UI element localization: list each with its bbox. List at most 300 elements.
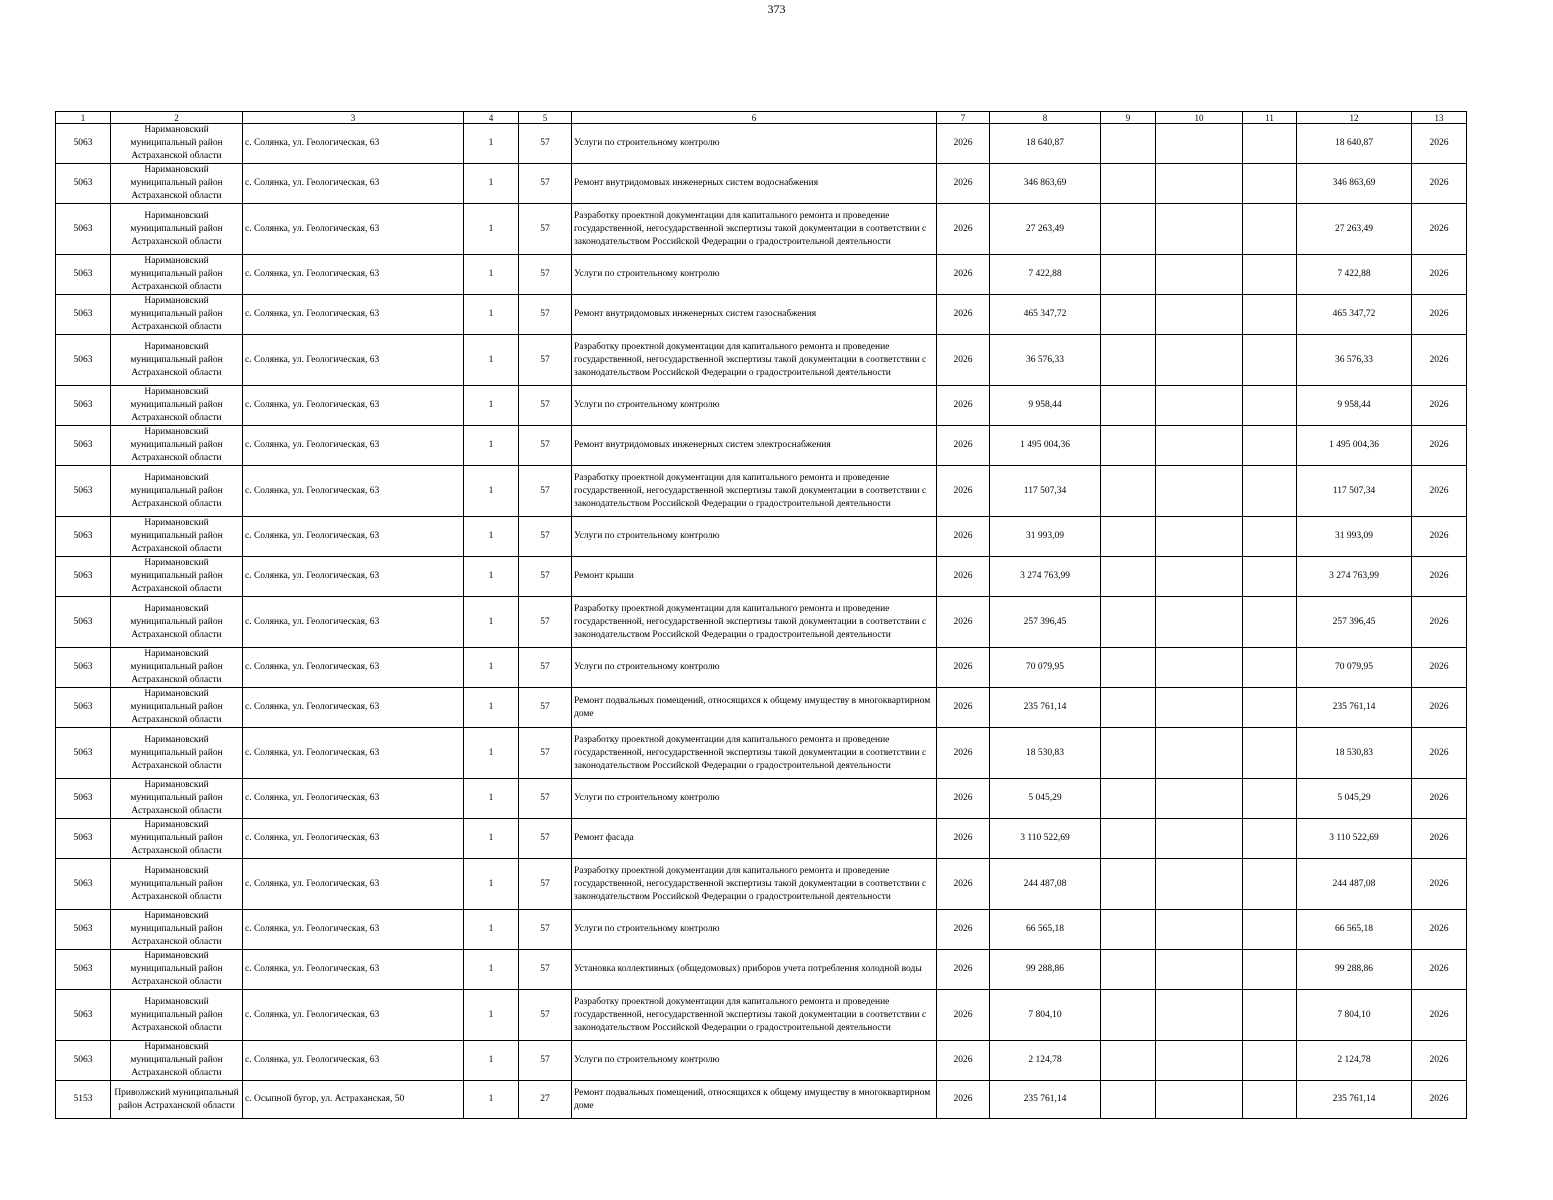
- year-cell: 2026: [937, 597, 990, 648]
- address-cell: с. Солянка, ул. Геологическая, 63: [243, 1041, 464, 1081]
- col9-cell: [1101, 124, 1156, 164]
- col5-cell: 57: [519, 335, 572, 386]
- total-cell: 1 495 004,36: [1297, 426, 1412, 466]
- col9-cell: [1101, 255, 1156, 295]
- work-type-cell: Установка коллективных (общедомовых) приборов учета потребления холодной воды: [572, 950, 937, 990]
- row-id: 5063: [56, 517, 111, 557]
- table-row: [56, 779, 1467, 819]
- row-id: 5063: [56, 648, 111, 688]
- year-cell: 2026: [937, 295, 990, 335]
- amount-cell: 3 110 522,69: [990, 819, 1101, 859]
- row-id: 5063: [56, 779, 111, 819]
- address-cell: с. Солянка, ул. Геологическая, 63: [243, 597, 464, 648]
- amount-cell: 465 347,72: [990, 295, 1101, 335]
- col11-cell: [1243, 859, 1297, 910]
- col5-cell: 57: [519, 557, 572, 597]
- col4-cell: 1: [464, 426, 519, 466]
- amount-cell: 27 263,49: [990, 204, 1101, 255]
- col5-cell: 57: [519, 1041, 572, 1081]
- row-id: 5063: [56, 819, 111, 859]
- row-id: 5063: [56, 990, 111, 1041]
- address-cell: с. Солянка, ул. Геологическая, 63: [243, 557, 464, 597]
- year-cell: 2026: [937, 557, 990, 597]
- end-year-cell: 2026: [1412, 859, 1467, 910]
- row-id: 5063: [56, 557, 111, 597]
- district-cell: Наримановский муниципальный район Астраханской области: [111, 124, 243, 164]
- column-header-5: 5: [519, 112, 572, 124]
- work-type-cell: Услуги по строительному контролю: [572, 255, 937, 295]
- col5-cell: 57: [519, 859, 572, 910]
- end-year-cell: 2026: [1412, 728, 1467, 779]
- amount-cell: 7 422,88: [990, 255, 1101, 295]
- col5-cell: 57: [519, 466, 572, 517]
- district-cell: Наримановский муниципальный район Астраханской области: [111, 466, 243, 517]
- table-row: [56, 386, 1467, 426]
- table-row: [56, 335, 1467, 386]
- col9-cell: [1101, 517, 1156, 557]
- total-cell: 3 274 763,99: [1297, 557, 1412, 597]
- col9-cell: [1101, 1081, 1156, 1119]
- address-cell: с. Солянка, ул. Геологическая, 63: [243, 255, 464, 295]
- col4-cell: 1: [464, 859, 519, 910]
- work-type-cell: Услуги по строительному контролю: [572, 779, 937, 819]
- col9-cell: [1101, 950, 1156, 990]
- total-cell: 70 079,95: [1297, 648, 1412, 688]
- address-cell: с. Осыпной бугор, ул. Астраханская, 50: [243, 1081, 464, 1119]
- amount-cell: 2 124,78: [990, 1041, 1101, 1081]
- col10-cell: [1156, 990, 1243, 1041]
- column-header-10: 10: [1156, 112, 1243, 124]
- year-cell: 2026: [937, 728, 990, 779]
- address-cell: с. Солянка, ул. Геологическая, 63: [243, 517, 464, 557]
- row-id: 5063: [56, 688, 111, 728]
- col10-cell: [1156, 1041, 1243, 1081]
- col10-cell: [1156, 779, 1243, 819]
- col10-cell: [1156, 648, 1243, 688]
- total-cell: 36 576,33: [1297, 335, 1412, 386]
- table-row: [56, 648, 1467, 688]
- work-type-cell: Ремонт крыши: [572, 557, 937, 597]
- year-cell: 2026: [937, 517, 990, 557]
- end-year-cell: 2026: [1412, 1081, 1467, 1119]
- amount-cell: 18 530,83: [990, 728, 1101, 779]
- table-row: [56, 950, 1467, 990]
- table-row: [56, 859, 1467, 910]
- col9-cell: [1101, 466, 1156, 517]
- col5-cell: 57: [519, 517, 572, 557]
- col10-cell: [1156, 910, 1243, 950]
- work-type-cell: Ремонт фасада: [572, 819, 937, 859]
- col9-cell: [1101, 859, 1156, 910]
- col11-cell: [1243, 990, 1297, 1041]
- col11-cell: [1243, 255, 1297, 295]
- amount-cell: 7 804,10: [990, 990, 1101, 1041]
- address-cell: с. Солянка, ул. Геологическая, 63: [243, 688, 464, 728]
- end-year-cell: 2026: [1412, 204, 1467, 255]
- col4-cell: 1: [464, 648, 519, 688]
- col4-cell: 1: [464, 1081, 519, 1119]
- work-type-cell: Услуги по строительному контролю: [572, 1041, 937, 1081]
- col10-cell: [1156, 819, 1243, 859]
- table-body: [56, 124, 1467, 1119]
- col10-cell: [1156, 597, 1243, 648]
- row-id: 5063: [56, 164, 111, 204]
- district-cell: Наримановский муниципальный район Астраханской области: [111, 557, 243, 597]
- col4-cell: 1: [464, 557, 519, 597]
- table-row: [56, 466, 1467, 517]
- col4-cell: 1: [464, 295, 519, 335]
- district-cell: Приволжский муниципальный район Астраханской области: [111, 1081, 243, 1119]
- amount-cell: 99 288,86: [990, 950, 1101, 990]
- col10-cell: [1156, 1081, 1243, 1119]
- end-year-cell: 2026: [1412, 335, 1467, 386]
- col5-cell: 57: [519, 648, 572, 688]
- col4-cell: 1: [464, 910, 519, 950]
- amount-cell: 18 640,87: [990, 124, 1101, 164]
- col4-cell: 1: [464, 466, 519, 517]
- year-cell: 2026: [937, 819, 990, 859]
- total-cell: 7 422,88: [1297, 255, 1412, 295]
- col9-cell: [1101, 597, 1156, 648]
- table-row: [56, 728, 1467, 779]
- col9-cell: [1101, 779, 1156, 819]
- year-cell: 2026: [937, 910, 990, 950]
- amount-cell: 244 487,08: [990, 859, 1101, 910]
- work-type-cell: Разработку проектной документации для капитального ремонта и проведение государственной, негосударственной экспертизы такой документации в соответствии с законодательством Российской Федерации о градостроительной деятельности: [572, 728, 937, 779]
- year-cell: 2026: [937, 386, 990, 426]
- col11-cell: [1243, 295, 1297, 335]
- year-cell: 2026: [937, 164, 990, 204]
- row-id: 5063: [56, 950, 111, 990]
- year-cell: 2026: [937, 950, 990, 990]
- district-cell: Наримановский муниципальный район Астраханской области: [111, 386, 243, 426]
- col10-cell: [1156, 255, 1243, 295]
- col10-cell: [1156, 335, 1243, 386]
- amount-cell: 1 495 004,36: [990, 426, 1101, 466]
- work-type-cell: Ремонт внутридомовых инженерных систем газоснабжения: [572, 295, 937, 335]
- col5-cell: 57: [519, 164, 572, 204]
- column-header-7: 7: [937, 112, 990, 124]
- col10-cell: [1156, 295, 1243, 335]
- amount-cell: 36 576,33: [990, 335, 1101, 386]
- row-id: 5063: [56, 466, 111, 517]
- col5-cell: 57: [519, 386, 572, 426]
- end-year-cell: 2026: [1412, 426, 1467, 466]
- col10-cell: [1156, 204, 1243, 255]
- row-id: 5063: [56, 386, 111, 426]
- work-type-cell: Услуги по строительному контролю: [572, 517, 937, 557]
- col4-cell: 1: [464, 164, 519, 204]
- column-header-1: 1: [56, 112, 111, 124]
- address-cell: с. Солянка, ул. Геологическая, 63: [243, 295, 464, 335]
- amount-cell: 346 863,69: [990, 164, 1101, 204]
- col5-cell: 57: [519, 910, 572, 950]
- total-cell: 465 347,72: [1297, 295, 1412, 335]
- col10-cell: [1156, 557, 1243, 597]
- amount-cell: 117 507,34: [990, 466, 1101, 517]
- column-header-9: 9: [1101, 112, 1156, 124]
- address-cell: с. Солянка, ул. Геологическая, 63: [243, 124, 464, 164]
- column-header-4: 4: [464, 112, 519, 124]
- col10-cell: [1156, 124, 1243, 164]
- district-cell: Наримановский муниципальный район Астраханской области: [111, 426, 243, 466]
- col9-cell: [1101, 557, 1156, 597]
- col10-cell: [1156, 688, 1243, 728]
- amount-cell: 31 993,09: [990, 517, 1101, 557]
- year-cell: 2026: [937, 255, 990, 295]
- table-row: [56, 1041, 1467, 1081]
- col4-cell: 1: [464, 255, 519, 295]
- page-number: 373: [767, 2, 786, 16]
- table-row: [56, 990, 1467, 1041]
- col9-cell: [1101, 1041, 1156, 1081]
- col4-cell: 1: [464, 124, 519, 164]
- end-year-cell: 2026: [1412, 597, 1467, 648]
- col4-cell: 1: [464, 1041, 519, 1081]
- amount-cell: 257 396,45: [990, 597, 1101, 648]
- col4-cell: 1: [464, 386, 519, 426]
- table-row: [56, 426, 1467, 466]
- address-cell: с. Солянка, ул. Геологическая, 63: [243, 335, 464, 386]
- total-cell: 257 396,45: [1297, 597, 1412, 648]
- col5-cell: 57: [519, 204, 572, 255]
- column-header-8: 8: [990, 112, 1101, 124]
- column-header-2: 2: [111, 112, 243, 124]
- col11-cell: [1243, 597, 1297, 648]
- col5-cell: 57: [519, 688, 572, 728]
- col10-cell: [1156, 517, 1243, 557]
- header-row: [56, 112, 1467, 124]
- table-row: [56, 597, 1467, 648]
- year-cell: 2026: [937, 1081, 990, 1119]
- address-cell: с. Солянка, ул. Геологическая, 63: [243, 779, 464, 819]
- col11-cell: [1243, 1081, 1297, 1119]
- col4-cell: 1: [464, 335, 519, 386]
- col11-cell: [1243, 819, 1297, 859]
- end-year-cell: 2026: [1412, 517, 1467, 557]
- table-row: [56, 255, 1467, 295]
- col4-cell: 1: [464, 728, 519, 779]
- col9-cell: [1101, 688, 1156, 728]
- col10-cell: [1156, 728, 1243, 779]
- total-cell: 27 263,49: [1297, 204, 1412, 255]
- district-cell: Наримановский муниципальный район Астраханской области: [111, 295, 243, 335]
- work-type-cell: Ремонт подвальных помещений, относящихся к общему имуществу в многоквартирном доме: [572, 1081, 937, 1119]
- capital-repair-table: [55, 111, 1467, 1119]
- work-type-cell: Ремонт подвальных помещений, относящихся к общему имуществу в многоквартирном доме: [572, 688, 937, 728]
- end-year-cell: 2026: [1412, 648, 1467, 688]
- col5-cell: 57: [519, 990, 572, 1041]
- col10-cell: [1156, 950, 1243, 990]
- district-cell: Наримановский муниципальный район Астраханской области: [111, 517, 243, 557]
- address-cell: с. Солянка, ул. Геологическая, 63: [243, 426, 464, 466]
- col5-cell: 57: [519, 779, 572, 819]
- col9-cell: [1101, 728, 1156, 779]
- end-year-cell: 2026: [1412, 990, 1467, 1041]
- address-cell: с. Солянка, ул. Геологическая, 63: [243, 950, 464, 990]
- amount-cell: 3 274 763,99: [990, 557, 1101, 597]
- work-type-cell: Ремонт внутридомовых инженерных систем водоснабжения: [572, 164, 937, 204]
- end-year-cell: 2026: [1412, 950, 1467, 990]
- amount-cell: 66 565,18: [990, 910, 1101, 950]
- end-year-cell: 2026: [1412, 819, 1467, 859]
- work-type-cell: Услуги по строительному контролю: [572, 124, 937, 164]
- row-id: 5063: [56, 1041, 111, 1081]
- col11-cell: [1243, 950, 1297, 990]
- year-cell: 2026: [937, 204, 990, 255]
- address-cell: с. Солянка, ул. Геологическая, 63: [243, 164, 464, 204]
- work-type-cell: Разработку проектной документации для капитального ремонта и проведение государственной, негосударственной экспертизы такой документации в соответствии с законодательством Российской Федерации о градостроительной деятельности: [572, 466, 937, 517]
- column-header-6: 6: [572, 112, 937, 124]
- col11-cell: [1243, 557, 1297, 597]
- total-cell: 244 487,08: [1297, 859, 1412, 910]
- row-id: 5063: [56, 597, 111, 648]
- col5-cell: 57: [519, 728, 572, 779]
- total-cell: 9 958,44: [1297, 386, 1412, 426]
- end-year-cell: 2026: [1412, 688, 1467, 728]
- district-cell: Наримановский муниципальный район Астраханской области: [111, 859, 243, 910]
- work-type-cell: Разработку проектной документации для капитального ремонта и проведение государственной, негосударственной экспертизы такой документации в соответствии с законодательством Российской Федерации о градостроительной деятельности: [572, 204, 937, 255]
- work-type-cell: Ремонт внутридомовых инженерных систем электроснабжения: [572, 426, 937, 466]
- end-year-cell: 2026: [1412, 386, 1467, 426]
- col4-cell: 1: [464, 688, 519, 728]
- district-cell: Наримановский муниципальный район Астраханской области: [111, 1041, 243, 1081]
- work-type-cell: Разработку проектной документации для капитального ремонта и проведение государственной, негосударственной экспертизы такой документации в соответствии с законодательством Российской Федерации о градостроительной деятельности: [572, 859, 937, 910]
- end-year-cell: 2026: [1412, 295, 1467, 335]
- end-year-cell: 2026: [1412, 255, 1467, 295]
- row-id: 5063: [56, 204, 111, 255]
- district-cell: Наримановский муниципальный район Астраханской области: [111, 819, 243, 859]
- col5-cell: 57: [519, 950, 572, 990]
- column-header-12: 12: [1297, 112, 1412, 124]
- col5-cell: 57: [519, 819, 572, 859]
- table-row: [56, 910, 1467, 950]
- address-cell: с. Солянка, ул. Геологическая, 63: [243, 990, 464, 1041]
- col10-cell: [1156, 466, 1243, 517]
- row-id: 5063: [56, 255, 111, 295]
- col4-cell: 1: [464, 779, 519, 819]
- row-id: 5063: [56, 426, 111, 466]
- col5-cell: 57: [519, 255, 572, 295]
- total-cell: 3 110 522,69: [1297, 819, 1412, 859]
- end-year-cell: 2026: [1412, 164, 1467, 204]
- col10-cell: [1156, 859, 1243, 910]
- col11-cell: [1243, 335, 1297, 386]
- col9-cell: [1101, 204, 1156, 255]
- col4-cell: 1: [464, 950, 519, 990]
- col4-cell: 1: [464, 517, 519, 557]
- amount-cell: 235 761,14: [990, 1081, 1101, 1119]
- year-cell: 2026: [937, 688, 990, 728]
- table-row: [56, 1081, 1467, 1119]
- col5-cell: 57: [519, 124, 572, 164]
- col10-cell: [1156, 164, 1243, 204]
- col9-cell: [1101, 295, 1156, 335]
- district-cell: Наримановский муниципальный район Астраханской области: [111, 728, 243, 779]
- col11-cell: [1243, 779, 1297, 819]
- col11-cell: [1243, 124, 1297, 164]
- total-cell: 31 993,09: [1297, 517, 1412, 557]
- table-row: [56, 124, 1467, 164]
- col11-cell: [1243, 910, 1297, 950]
- year-cell: 2026: [937, 859, 990, 910]
- col11-cell: [1243, 426, 1297, 466]
- district-cell: Наримановский муниципальный район Астраханской области: [111, 648, 243, 688]
- col11-cell: [1243, 648, 1297, 688]
- row-id: 5063: [56, 335, 111, 386]
- col9-cell: [1101, 386, 1156, 426]
- year-cell: 2026: [937, 648, 990, 688]
- total-cell: 346 863,69: [1297, 164, 1412, 204]
- district-cell: Наримановский муниципальный район Астраханской области: [111, 910, 243, 950]
- amount-cell: 70 079,95: [990, 648, 1101, 688]
- col9-cell: [1101, 648, 1156, 688]
- work-type-cell: Разработку проектной документации для капитального ремонта и проведение государственной, негосударственной экспертизы такой документации в соответствии с законодательством Российской Федерации о градостроительной деятельности: [572, 597, 937, 648]
- district-cell: Наримановский муниципальный район Астраханской области: [111, 204, 243, 255]
- column-header-3: 3: [243, 112, 464, 124]
- year-cell: 2026: [937, 1041, 990, 1081]
- row-id: 5063: [56, 728, 111, 779]
- col11-cell: [1243, 466, 1297, 517]
- district-cell: Наримановский муниципальный район Астраханской области: [111, 335, 243, 386]
- year-cell: 2026: [937, 426, 990, 466]
- work-type-cell: Услуги по строительному контролю: [572, 386, 937, 426]
- col11-cell: [1243, 386, 1297, 426]
- table-row: [56, 517, 1467, 557]
- district-cell: Наримановский муниципальный район Астраханской области: [111, 779, 243, 819]
- district-cell: Наримановский муниципальный район Астраханской области: [111, 164, 243, 204]
- work-type-cell: Разработку проектной документации для капитального ремонта и проведение государственной, негосударственной экспертизы такой документации в соответствии с законодательством Российской Федерации о градостроительной деятельности: [572, 990, 937, 1041]
- total-cell: 117 507,34: [1297, 466, 1412, 517]
- row-id: 5063: [56, 124, 111, 164]
- end-year-cell: 2026: [1412, 779, 1467, 819]
- table-row: [56, 819, 1467, 859]
- work-type-cell: Услуги по строительному контролю: [572, 910, 937, 950]
- col11-cell: [1243, 517, 1297, 557]
- address-cell: с. Солянка, ул. Геологическая, 63: [243, 819, 464, 859]
- address-cell: с. Солянка, ул. Геологическая, 63: [243, 204, 464, 255]
- col11-cell: [1243, 728, 1297, 779]
- col4-cell: 1: [464, 990, 519, 1041]
- col9-cell: [1101, 819, 1156, 859]
- col11-cell: [1243, 688, 1297, 728]
- col11-cell: [1243, 164, 1297, 204]
- end-year-cell: 2026: [1412, 1041, 1467, 1081]
- col5-cell: 57: [519, 426, 572, 466]
- col5-cell: 27: [519, 1081, 572, 1119]
- district-cell: Наримановский муниципальный район Астраханской области: [111, 990, 243, 1041]
- col9-cell: [1101, 164, 1156, 204]
- address-cell: с. Солянка, ул. Геологическая, 63: [243, 386, 464, 426]
- total-cell: 7 804,10: [1297, 990, 1412, 1041]
- col9-cell: [1101, 426, 1156, 466]
- row-id: 5153: [56, 1081, 111, 1119]
- total-cell: 235 761,14: [1297, 688, 1412, 728]
- table-row: [56, 164, 1467, 204]
- col11-cell: [1243, 1041, 1297, 1081]
- district-cell: Наримановский муниципальный район Астраханской области: [111, 597, 243, 648]
- end-year-cell: 2026: [1412, 466, 1467, 517]
- year-cell: 2026: [937, 124, 990, 164]
- col9-cell: [1101, 910, 1156, 950]
- col4-cell: 1: [464, 597, 519, 648]
- year-cell: 2026: [937, 335, 990, 386]
- amount-cell: 235 761,14: [990, 688, 1101, 728]
- district-cell: Наримановский муниципальный район Астраханской области: [111, 688, 243, 728]
- address-cell: с. Солянка, ул. Геологическая, 63: [243, 910, 464, 950]
- total-cell: 18 640,87: [1297, 124, 1412, 164]
- total-cell: 2 124,78: [1297, 1041, 1412, 1081]
